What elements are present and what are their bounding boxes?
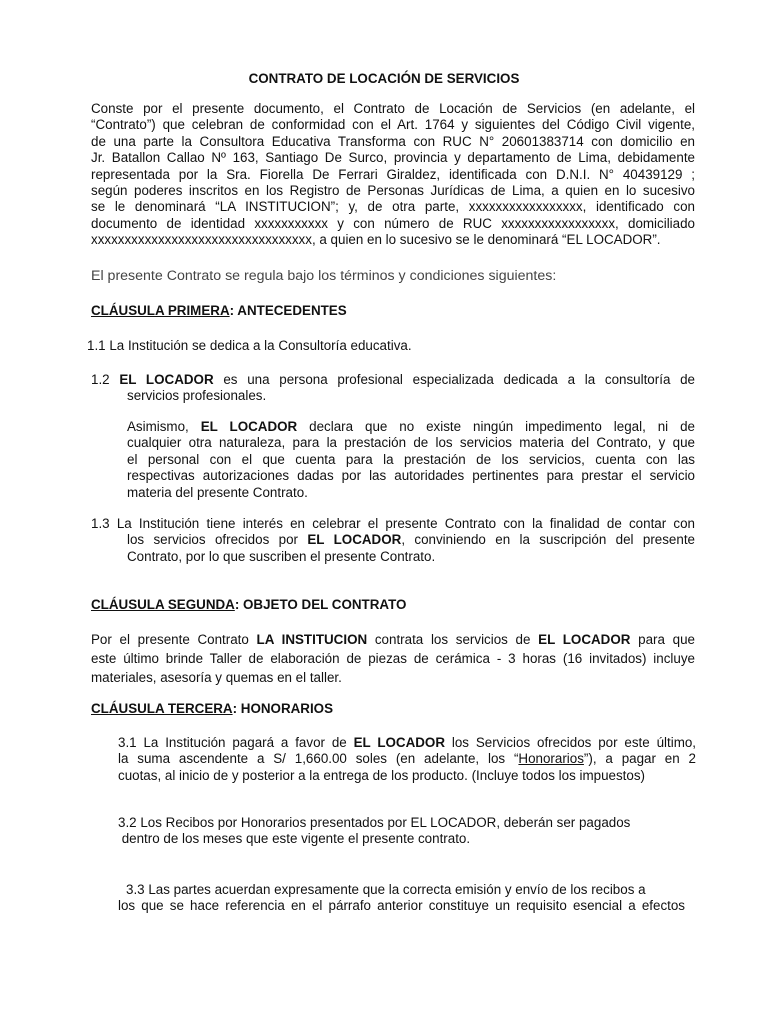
asimismo-line: el personal con el que cuenta para la prestación de los servicios, cuenta con las: [127, 451, 695, 467]
paragraph-3-3: [118, 882, 685, 915]
paragraph-3-1-line: [118, 751, 696, 767]
clause-3-label: CLÁUSULA TERCERA: [91, 701, 233, 716]
locador-term: EL LOCADOR: [119, 372, 214, 387]
paragraph-3-2-line: 3.2 Los Recibos por Honorarios presentados por EL LOCADOR, deberán ser pagados: [118, 815, 631, 830]
text-run: Por el presente Contrato: [91, 632, 257, 647]
text-run: los Servicios ofrecidos por este último,: [445, 735, 697, 750]
paragraph-1-2-line: [91, 372, 695, 388]
intro-line: “Contrato”) que celebran de conformidad con el Art. 1764 y siguientes del Código Civil vigente,: [91, 117, 695, 133]
intro-line: de una parte la Consultora Educativa Transforma con RUC N° 20601383714 con domicilio en: [91, 133, 695, 149]
regulation-sentence: El presente Contrato se regula bajo los términos y condiciones siguientes:: [91, 268, 557, 284]
locador-term: EL LOCADOR: [353, 735, 446, 750]
text-run: contrata los servicios de: [367, 632, 539, 647]
text-run: Asimismo,: [127, 419, 201, 434]
paragraph-3-1-line: [118, 735, 696, 751]
paragraph-3-3-line: los que se hace referencia en el párrafo anterior constituye un requisito esencial a efectos: [118, 898, 685, 914]
item-number: 1.2: [91, 372, 120, 387]
clause-3-heading: [91, 701, 333, 717]
clause-2-paragraph: [91, 630, 695, 687]
paragraph-3-1: [118, 735, 696, 784]
asimismo-line: respectivas autorizaciones dadas por las autoridades pertinentes para prestar el servicio: [127, 468, 695, 484]
asimismo-line: cualquier otra naturaleza, para la prestación de los servicios materia del Contrato, y que: [127, 435, 695, 451]
clause-2-heading: [91, 597, 406, 613]
paragraph-1-3-line: 1.3 La Institución tiene interés en celebrar el presente Contrato con la finalidad de contar con: [91, 516, 695, 531]
text-run: la suma ascendente a S/ 1,660.00 soles (en adelante, los “: [118, 751, 519, 767]
intro-paragraph: [91, 101, 695, 249]
paragraph-3-2: [118, 815, 630, 848]
paragraph-3-1-line: cuotas, al inicio de y posterior a la entrega de los producto. (Incluye todos los impuestos): [118, 767, 645, 783]
intro-line: Jr. Batallon Callao Nº 163, Santiago De Surco, provincia y departamento de Lima, debidamente: [91, 150, 695, 166]
paragraph-1-3-line: Contrato, por lo que suscriben el presente Contrato.: [127, 548, 436, 564]
clause-2-line: [91, 630, 695, 649]
intro-line: documento de identidad xxxxxxxxxxx y con número de RUC xxxxxxxxxxxxxxxxx, domiciliado: [91, 215, 695, 231]
paragraph-asimismo: [127, 419, 695, 501]
text-run: los servicios ofrecidos por: [127, 532, 308, 548]
text-run: ”), a pagar en 2: [583, 751, 696, 767]
locador-term: EL LOCADOR: [307, 532, 402, 548]
paragraph-1-2-line: servicios profesionales.: [127, 388, 267, 404]
intro-line: se le denominará “LA INSTITUCION”; y, de otra parte, xxxxxxxxxxxxxxxxx, identificado con: [91, 199, 695, 215]
clause-2-line: materiales, asesoría y quemas en el taller.: [91, 670, 342, 685]
intro-line: Conste por el presente documento, el Contrato de Locación de Servicios (en adelante, el: [91, 101, 695, 116]
document-title: CONTRATO DE LOCACIÓN DE SERVICIOS: [248, 71, 520, 86]
paragraph-1-2: [91, 372, 695, 405]
paragraph-1-3-line: [91, 532, 695, 548]
locador-term: EL LOCADOR: [538, 632, 631, 647]
asimismo-line: [127, 419, 695, 435]
asimismo-line: materia del presente Contrato.: [127, 484, 308, 500]
text-run: declara que no existe ningún impedimento legal, ni de: [297, 419, 695, 434]
locador-term: EL LOCADOR: [200, 419, 298, 434]
text-run: es una persona profesional especializada dedicada a la consultoría de: [213, 372, 696, 387]
intro-line: según poderes inscritos en los Registro de Personas Jurídicas de Lima, a quien en lo sucesivo: [91, 183, 695, 199]
paragraph-1-3: [91, 516, 695, 565]
honorarios-term: Honorarios: [518, 751, 584, 767]
clause-1-heading: [91, 303, 347, 319]
text-run: , conviniendo en la suscripción del presente: [401, 532, 695, 548]
clause-1-label: CLÁUSULA PRIMERA: [91, 303, 230, 318]
clause-3-title: : HONORARIOS: [232, 701, 334, 716]
clause-1-title: : ANTECEDENTES: [229, 303, 347, 318]
intro-line: xxxxxxxxxxxxxxxxxxxxxxxxxxxxxxxxx, a quien en lo sucesivo se le denominará “EL LOCADOR”.: [91, 232, 661, 248]
paragraph-1-1: 1.1 La Institución se dedica a la Consultoría educativa.: [87, 338, 412, 353]
text-run: 3.1 La Institución pagará a favor de: [118, 735, 354, 750]
clause-2-line: este último brinde Taller de elaboración de piezas de cerámica - 3 horas (16 invitados) incluye: [91, 651, 695, 666]
paragraph-3-3-line: 3.3 Las partes acuerdan expresamente que la correcta emisión y envío de los recibos a: [126, 882, 646, 897]
paragraph-3-2-line: dentro de los meses que este vigente el presente contrato.: [118, 831, 471, 847]
text-run: para que: [630, 632, 695, 647]
clause-2-title: : OBJETO DEL CONTRATO: [234, 597, 407, 612]
clause-2-label: CLÁUSULA SEGUNDA: [91, 597, 235, 612]
institucion-term: LA INSTITUCION: [256, 632, 368, 647]
intro-line: representada por la Sra. Fiorella De Ferrari Giraldez, identificada con D.N.I. N° 40439129 ;: [91, 166, 695, 182]
